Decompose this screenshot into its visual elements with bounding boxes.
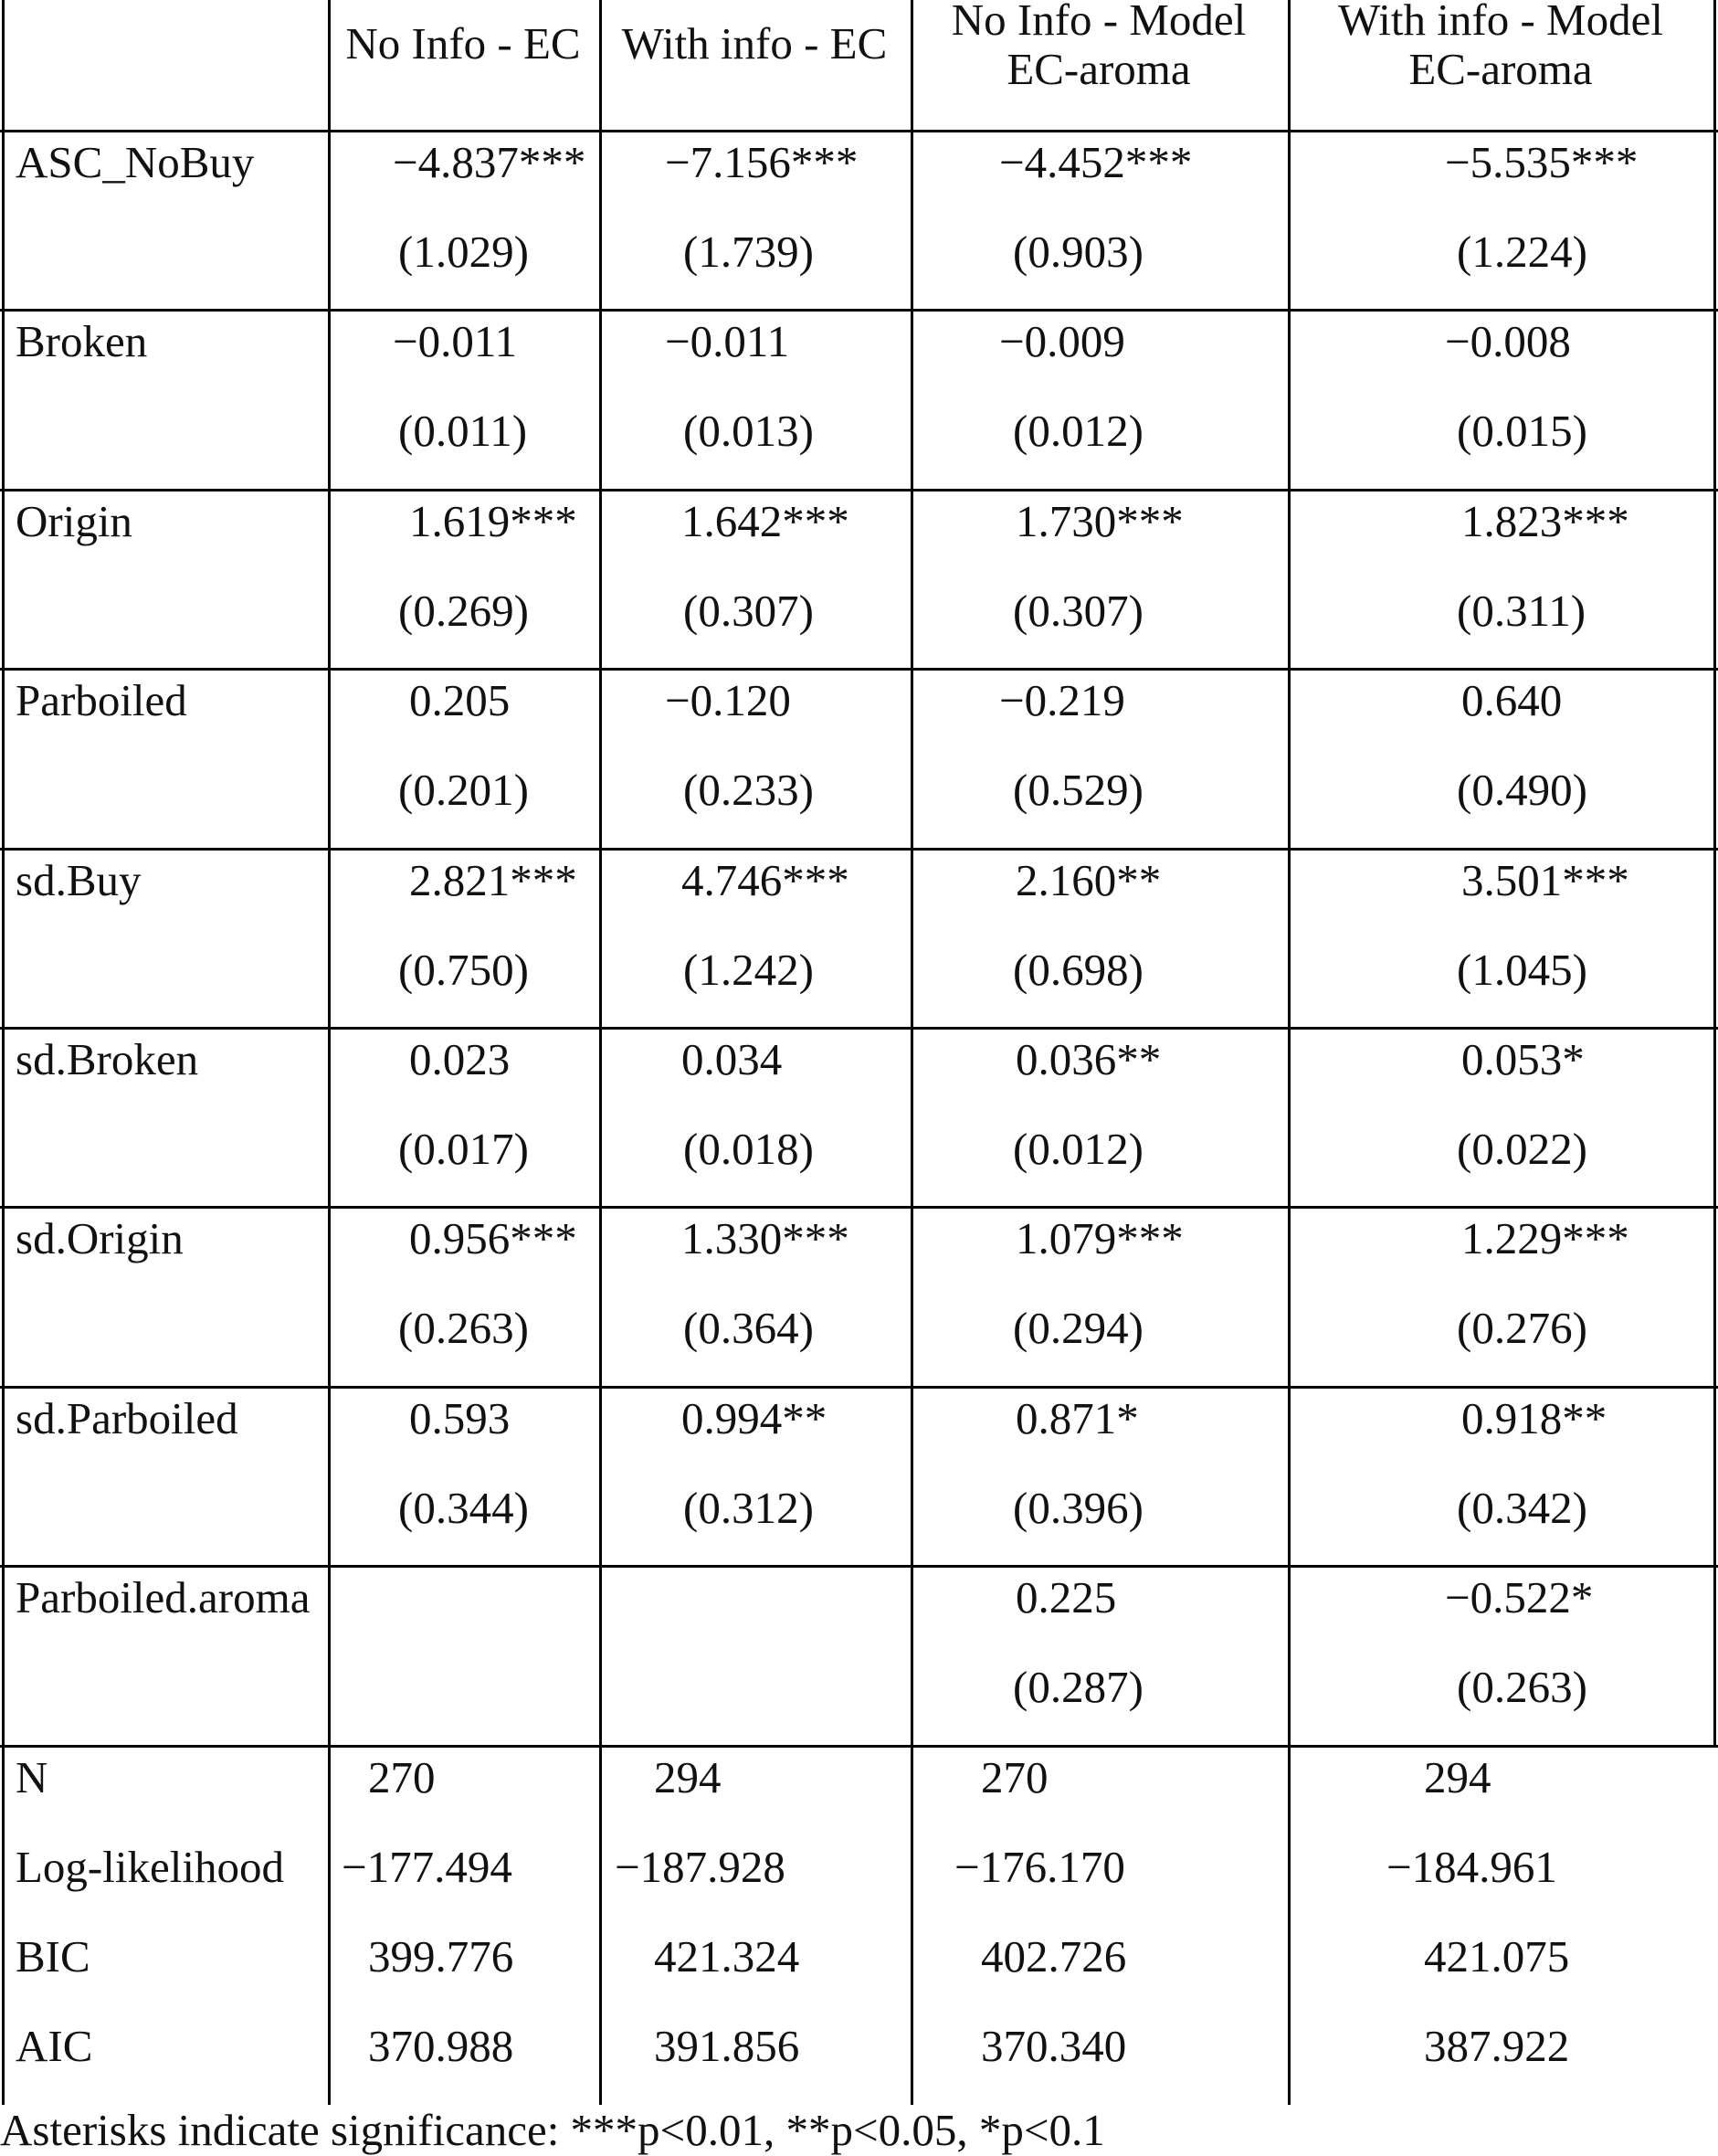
se-cell: (0.201)	[398, 765, 529, 816]
header-col3-line2: EC-aroma	[1007, 44, 1191, 94]
se-cell: (0.263)	[398, 1303, 529, 1354]
row-label: Broken	[16, 316, 148, 367]
se-cell: (0.364)	[683, 1303, 814, 1354]
stat-cell: 370.988	[368, 2021, 514, 2071]
se-cell: (0.396)	[1013, 1482, 1144, 1533]
grid-line	[0, 1206, 1718, 1209]
se-cell: (0.307)	[1013, 585, 1144, 636]
grid-line	[1713, 0, 1716, 1747]
se-cell: (0.012)	[1013, 406, 1144, 457]
coef-cell: 0.994**	[681, 1392, 827, 1443]
se-cell: (0.269)	[398, 585, 529, 636]
row-label: ASC_NoBuy	[16, 137, 255, 187]
grid-line	[0, 1565, 1718, 1568]
se-cell: (0.287)	[1013, 1662, 1144, 1713]
stat-label: N	[16, 1752, 48, 1802]
stat-cell: −177.494	[342, 1842, 512, 1892]
se-cell: (0.294)	[1013, 1303, 1144, 1354]
se-cell: (0.750)	[398, 944, 529, 995]
grid-line	[0, 489, 1718, 491]
coef-cell: 0.036**	[1016, 1034, 1162, 1084]
coef-cell: 4.746***	[681, 854, 849, 905]
row-label: Parboiled	[16, 675, 187, 726]
se-cell: (0.903)	[1013, 227, 1144, 277]
grid-line	[0, 1386, 1718, 1389]
coef-cell: −0.009	[999, 316, 1125, 367]
coef-cell: −0.011	[665, 316, 790, 367]
grid-line	[0, 309, 1718, 312]
se-cell: (0.490)	[1457, 765, 1587, 816]
se-cell: (0.529)	[1013, 765, 1144, 816]
stat-cell: −187.928	[615, 1842, 785, 1892]
coef-cell: 0.034	[681, 1034, 783, 1084]
stat-label: BIC	[16, 1931, 90, 1982]
row-label: sd.Broken	[16, 1034, 199, 1084]
coef-cell: 0.871*	[1016, 1392, 1139, 1443]
grid-line	[0, 130, 1718, 132]
grid-line	[0, 1745, 1718, 1748]
stat-cell: 402.726	[981, 1931, 1127, 1982]
stat-cell: 399.776	[368, 1931, 514, 1982]
se-cell: (0.307)	[683, 585, 814, 636]
stat-cell: 370.340	[981, 2021, 1127, 2071]
coef-cell: −0.008	[1445, 316, 1571, 367]
stat-cell: 294	[1424, 1752, 1491, 1802]
stat-label: AIC	[16, 2021, 93, 2071]
stat-cell: 294	[654, 1752, 722, 1802]
header-col4-line1: With info - Model	[1338, 0, 1663, 45]
se-cell: (0.015)	[1457, 406, 1587, 457]
coef-cell: 3.501***	[1461, 854, 1629, 905]
coef-cell: 1.619***	[409, 495, 577, 546]
stat-cell: 270	[368, 1752, 436, 1802]
stat-cell: 391.856	[654, 2021, 800, 2071]
header-col4-line2: EC-aroma	[1408, 44, 1593, 94]
se-cell: (0.698)	[1013, 944, 1144, 995]
se-cell: (0.342)	[1457, 1482, 1587, 1533]
grid-line	[599, 0, 602, 2105]
coef-cell: −5.535***	[1445, 137, 1639, 187]
se-cell: (0.017)	[398, 1124, 529, 1174]
coef-cell: −0.120	[665, 675, 791, 726]
row-label: sd.Buy	[16, 854, 142, 905]
se-cell: (0.311)	[1457, 585, 1586, 636]
coef-cell: 0.225	[1016, 1572, 1117, 1623]
grid-line	[0, 848, 1718, 851]
se-cell: (0.018)	[683, 1124, 814, 1174]
se-cell: (1.242)	[683, 944, 814, 995]
stat-cell: −184.961	[1386, 1842, 1557, 1892]
footnote: Asterisks indicate significance: ***p<0.01, **p<0.05, *p<0.1	[0, 2105, 1105, 2155]
coef-cell: 2.160**	[1016, 854, 1162, 905]
coef-cell: 0.205	[409, 675, 511, 726]
header-col2: With info - EC	[621, 18, 888, 69]
header-col3-line1: No Info - Model	[951, 0, 1247, 45]
coef-cell: 0.640	[1461, 675, 1563, 726]
se-cell: (1.045)	[1457, 944, 1587, 995]
row-label: Parboiled.aroma	[16, 1572, 311, 1623]
coef-cell: −4.837***	[393, 137, 586, 187]
coef-cell: −7.156***	[665, 137, 859, 187]
se-cell: (0.013)	[683, 406, 814, 457]
se-cell: (0.263)	[1457, 1662, 1587, 1713]
row-label: sd.Origin	[16, 1213, 184, 1264]
coef-cell: 1.079***	[1016, 1213, 1184, 1264]
coef-cell: 0.956***	[409, 1213, 577, 1264]
coef-cell: −0.219	[999, 675, 1125, 726]
stat-cell: 421.324	[654, 1931, 800, 1982]
coef-cell: 0.593	[409, 1392, 511, 1443]
se-cell: (1.739)	[683, 227, 814, 277]
coef-cell: 1.330***	[681, 1213, 849, 1264]
coef-cell: −4.452***	[999, 137, 1193, 187]
se-cell: (0.312)	[683, 1482, 814, 1533]
row-label: sd.Parboiled	[16, 1392, 238, 1443]
stat-cell: 421.075	[1424, 1931, 1570, 1982]
coef-cell: 0.053*	[1461, 1034, 1585, 1084]
se-cell: (0.012)	[1013, 1124, 1144, 1174]
row-label: Origin	[16, 495, 132, 546]
grid-line	[2, 0, 5, 2105]
se-cell: (0.011)	[398, 406, 528, 457]
coef-cell: 1.642***	[681, 495, 849, 546]
grid-line	[0, 1027, 1718, 1030]
se-cell: (0.276)	[1457, 1303, 1587, 1354]
coef-cell: 1.823***	[1461, 495, 1629, 546]
stat-cell: 270	[981, 1752, 1049, 1802]
coef-cell: 0.023	[409, 1034, 511, 1084]
se-cell: (0.344)	[398, 1482, 529, 1533]
coef-cell: −0.011	[393, 316, 518, 367]
stat-label: Log-likelihood	[16, 1842, 284, 1892]
coef-cell: 1.229***	[1461, 1213, 1629, 1264]
grid-line	[1288, 0, 1291, 2105]
coef-cell: −0.522*	[1445, 1572, 1594, 1623]
se-cell: (1.224)	[1457, 227, 1587, 277]
se-cell: (1.029)	[398, 227, 529, 277]
coef-cell: 0.918**	[1461, 1392, 1607, 1443]
stat-cell: 387.922	[1424, 2021, 1570, 2071]
coef-cell: 1.730***	[1016, 495, 1184, 546]
se-cell: (0.022)	[1457, 1124, 1587, 1174]
se-cell: (0.233)	[683, 765, 814, 816]
stat-cell: −176.170	[954, 1842, 1125, 1892]
coef-cell: 2.821***	[409, 854, 577, 905]
header-col1: No Info - EC	[345, 18, 581, 69]
grid-line	[0, 668, 1718, 671]
grid-line	[911, 0, 913, 2105]
grid-line	[328, 0, 331, 2105]
